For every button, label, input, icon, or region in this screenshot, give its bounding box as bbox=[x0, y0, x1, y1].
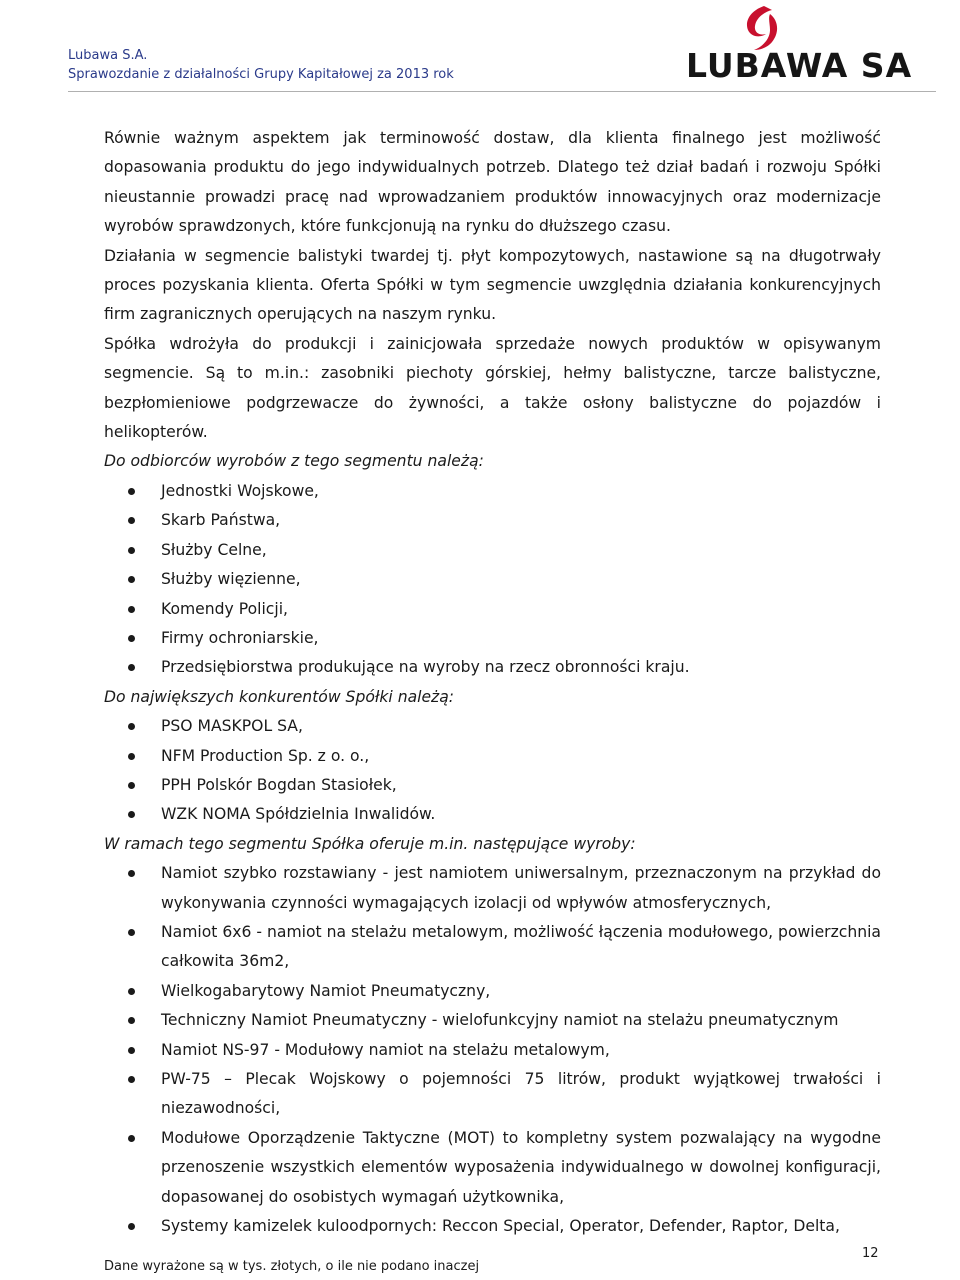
header-company-name: Lubawa S.A. bbox=[68, 48, 148, 63]
page-header bbox=[0, 0, 960, 92]
logo-swoosh-icon bbox=[734, 4, 784, 52]
logo-wordmark: LUBAWA SA bbox=[686, 46, 913, 85]
list-item: Firmy ochroniarskie, bbox=[104, 624, 881, 653]
bullet-icon bbox=[128, 1076, 135, 1083]
list-item: Służby Celne, bbox=[104, 536, 881, 565]
bullet-icon bbox=[128, 576, 135, 583]
bullet-icon bbox=[128, 723, 135, 730]
paragraph-new-products: Spółka wdrożyła do produkcji i zainicjowała sprzedaże nowych produktów w opisywanym segmencie. Są to m.in.: zasobniki piechoty górskiej, hełmy balistyczne, tarcze balistyczne, bezpłomieniowe podgrzewacze do żywności, a także osłony balistyczne do pojazdów i helikopterów. bbox=[104, 334, 881, 442]
list-item: Techniczny Namiot Pneumatyczny - wielofunkcyjny namiot na stelażu pneumatycznym bbox=[104, 1006, 881, 1035]
paragraph-hard-ballistics: Działania w segmencie balistyki twardej tj. płyt kompozytowych, nastawione są na długotrwały proces pozyskania klienta. Oferta Spółki w tym segmencie uwzględnia działania konkurencyjnych firm zagranicznych operujących na naszym rynku. bbox=[104, 246, 881, 324]
bullet-icon bbox=[128, 635, 135, 642]
list-item: PSO MASKPOL SA, bbox=[104, 712, 881, 741]
list-item: Komendy Policji, bbox=[104, 595, 881, 624]
bullet-icon bbox=[128, 1047, 135, 1054]
bullet-icon bbox=[128, 606, 135, 613]
list-item: Namiot szybko rozstawiany - jest namiotem uniwersalnym, przeznaczonym na przykład do wykonywania czynności wymagających izolacji od wpływów atmosferycznych, bbox=[104, 859, 881, 918]
bullet-icon bbox=[128, 547, 135, 554]
list-item: Wielkogabarytowy Namiot Pneumatyczny, bbox=[104, 977, 881, 1006]
list-item: WZK NOMA Spółdzielnia Inwalidów. bbox=[104, 800, 881, 829]
recipients-title: Do odbiorców wyrobów z tego segmentu należą: bbox=[104, 452, 484, 471]
bullet-icon bbox=[128, 870, 135, 877]
main-content bbox=[104, 124, 881, 1241]
list-item: NFM Production Sp. z o. o., bbox=[104, 742, 881, 771]
bullet-icon bbox=[128, 1223, 135, 1230]
paragraph-intro: Równie ważnym aspektem jak terminowość dostaw, dla klienta finalnego jest możliwość dopasowania produktu do jego indywidualnych potrzeb. Dlatego też dział badań i rozwoju Spółki nieustannie prowadzi pracę nad wprowadzaniem produktów innowacyjnych oraz modernizacje wyrobów sprawdzonych, które funkcjonują na rynku do dłuższego czasu. bbox=[104, 129, 881, 236]
recipients-list bbox=[104, 477, 881, 683]
header-divider bbox=[68, 91, 936, 92]
bullet-icon bbox=[128, 929, 135, 936]
list-item: Przedsiębiorstwa produkujące na wyroby na rzecz obronności kraju. bbox=[104, 653, 881, 682]
bullet-icon bbox=[128, 811, 135, 818]
products-title: W ramach tego segmentu Spółka oferuje m.in. następujące wyroby: bbox=[104, 834, 636, 853]
bullet-icon bbox=[128, 988, 135, 995]
header-report-title: Sprawozdanie z działalności Grupy Kapitałowej za 2013 rok bbox=[68, 67, 454, 82]
list-item: Namiot NS-97 - Modułowy namiot na stelażu metalowym, bbox=[104, 1036, 881, 1065]
list-item: Skarb Państwa, bbox=[104, 506, 881, 535]
company-logo bbox=[680, 4, 936, 84]
bullet-icon bbox=[128, 664, 135, 671]
list-item: PPH Polskór Bogdan Stasiołek, bbox=[104, 771, 881, 800]
competitors-list bbox=[104, 712, 881, 830]
bullet-icon bbox=[128, 517, 135, 524]
bullet-icon bbox=[128, 1017, 135, 1024]
list-item: Służby więzienne, bbox=[104, 565, 881, 594]
list-item: Modułowe Oporządzenie Taktyczne (MOT) to kompletny system pozwalający na wygodne przenoszenie wszystkich elementów wyposażenia indywidualnego w dowolnej konfiguracji, dopasowanej do osobistych wymagań użytkownika, bbox=[104, 1124, 881, 1212]
bullet-icon bbox=[128, 1135, 135, 1142]
products-list bbox=[104, 859, 881, 1241]
page-number: 12 bbox=[862, 1246, 879, 1261]
list-item: Jednostki Wojskowe, bbox=[104, 477, 881, 506]
bullet-icon bbox=[128, 488, 135, 495]
bullet-icon bbox=[128, 753, 135, 760]
bullet-icon bbox=[128, 782, 135, 789]
list-item: Namiot 6x6 - namiot na stelażu metalowym, możliwość łączenia modułowego, powierzchnia całkowita 36m2, bbox=[104, 918, 881, 977]
list-item: Systemy kamizelek kuloodpornych: Reccon Special, Operator, Defender, Raptor, Delta, bbox=[104, 1212, 881, 1241]
list-item: PW-75 – Plecak Wojskowy o pojemności 75 litrów, produkt wyjątkowej trwałości i niezawodności, bbox=[104, 1065, 881, 1124]
competitors-title: Do największych konkurentów Spółki należą: bbox=[104, 687, 455, 706]
footer-note: Dane wyrażone są w tys. złotych, o ile nie podano inaczej bbox=[104, 1259, 480, 1274]
